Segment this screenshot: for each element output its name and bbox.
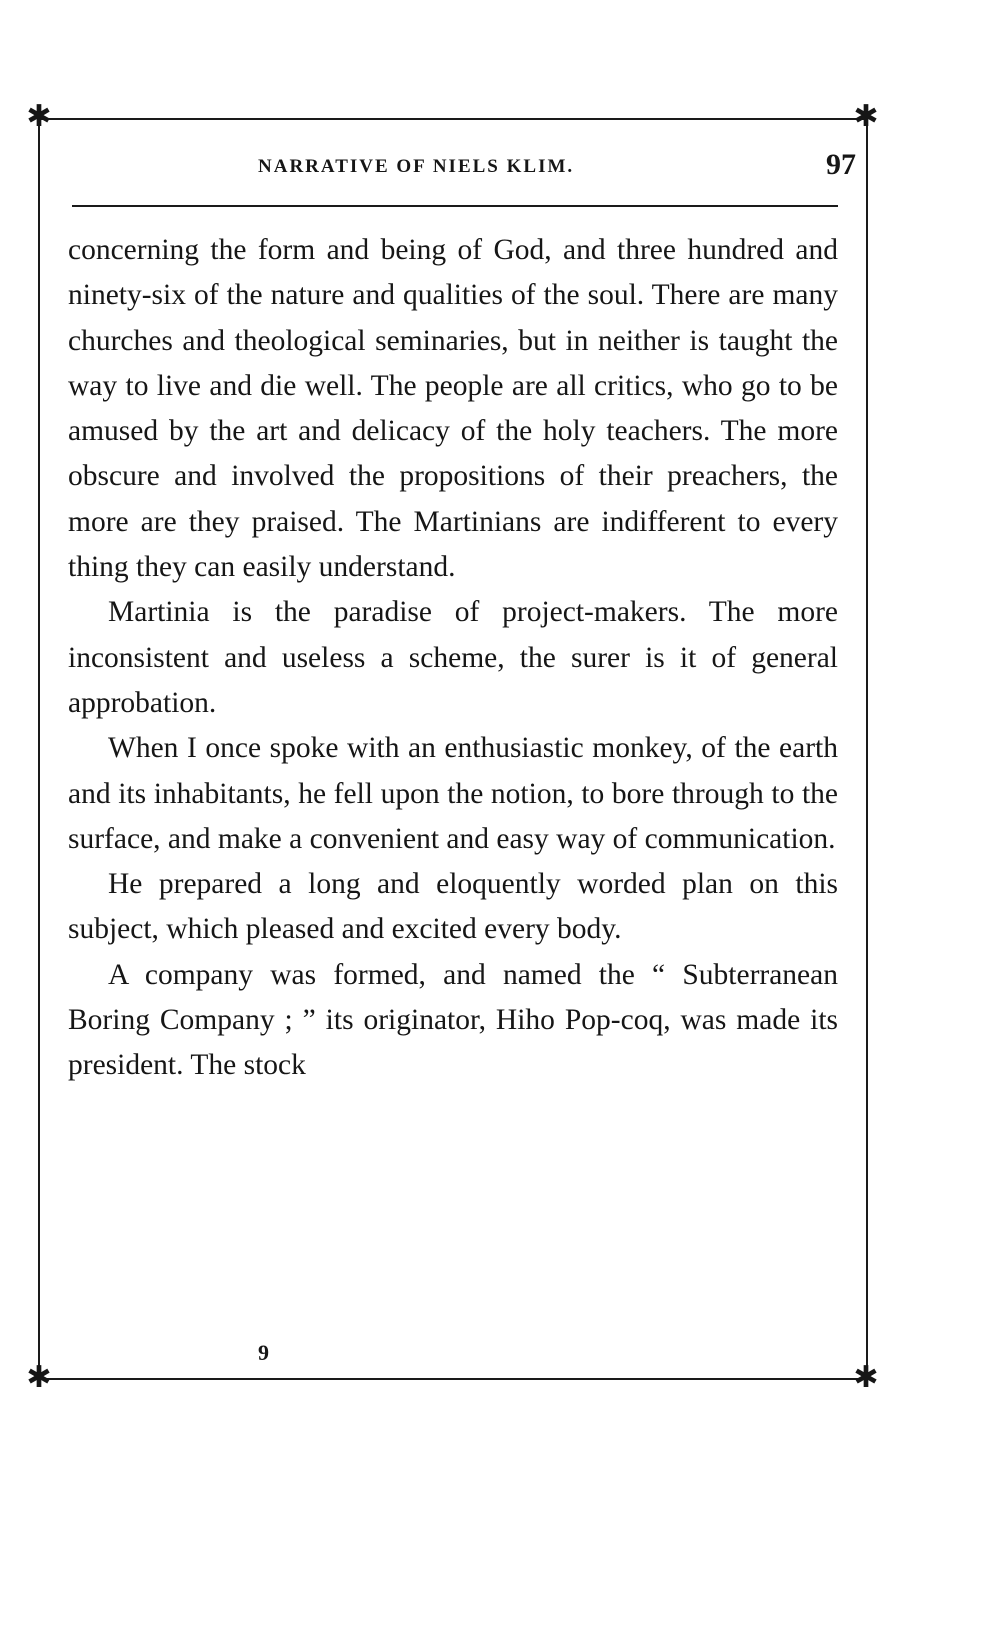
paragraph: A company was formed, and named the “ Subterranean Boring Company ; ” its originator, Hiho Pop-coq, was made its president. The stock <box>68 958 838 1082</box>
running-head <box>68 150 858 190</box>
corner-ornament-icon: ✱ <box>26 99 52 134</box>
frame-right-rule <box>866 118 868 1380</box>
frame-top-rule <box>38 118 868 120</box>
page-number: 97 <box>826 148 856 181</box>
corner-ornament-icon: ✱ <box>26 1360 52 1395</box>
frame-left-rule <box>38 118 40 1380</box>
body-text <box>68 228 838 1089</box>
paragraph: He prepared a long and eloquently worded plan on this subject, which pleased and excited every body. <box>68 868 838 946</box>
frame-bottom-rule <box>38 1378 868 1380</box>
running-title: NARRATIVE OF NIELS KLIM. <box>258 156 575 177</box>
paragraph: Martinia is the paradise of project-makers. The more inconsistent and useless a scheme, the surer is it of general approbation. <box>68 596 838 719</box>
paragraph: concerning the form and being of God, and three hundred and ninety-six of the nature and qualities of the soul. There are many churches and theological seminaries, but in neither is taught the way to live and die well. The people are all critics, who go to be amused by the art and delicacy of the holy teachers. The more obscure and involved the propositions of their preachers, the more are they praised. The Martinians are indifferent to every thing they can easily understand. <box>68 234 838 584</box>
corner-ornament-icon: ✱ <box>853 99 879 134</box>
paragraph: When I once spoke with an enthusiastic monkey, of the earth and its inhabitants, he fell upon the notion, to bore through to the surface, and make a convenient and easy way of communication. <box>68 732 838 855</box>
signature-mark: 9 <box>258 1340 269 1365</box>
corner-ornament-icon: ✱ <box>853 1360 879 1395</box>
header-rule <box>72 205 838 207</box>
